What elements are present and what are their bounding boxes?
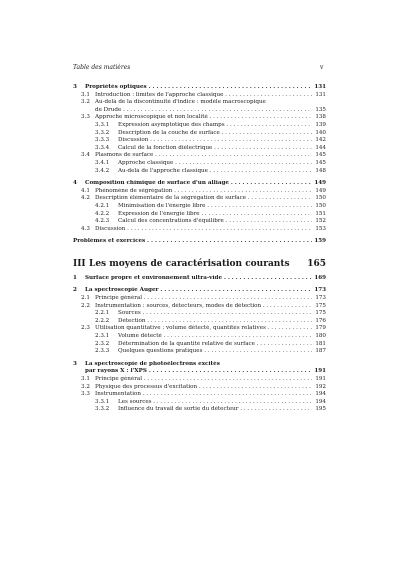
- toc-entry-title: Utilisation quantitative : volume détecté, quantités relatives . . .: [95, 325, 312, 333]
- toc-entry-page: 131: [315, 91, 326, 98]
- toc-entry: [73, 391, 326, 399]
- toc-entry-number: 2.2.2: [95, 317, 110, 324]
- toc-entry-title: Sources . . .: [118, 310, 312, 318]
- toc-entry: [73, 160, 326, 168]
- toc-entry-page: 181: [315, 340, 326, 347]
- toc-entry-number: 3.2: [81, 99, 90, 106]
- toc-entry-number: 3.2: [81, 383, 90, 390]
- toc-entry-number: 4.2: [81, 195, 90, 202]
- toc-entry-number: 2.2.1: [95, 310, 110, 317]
- toc-entry-page: 173: [315, 295, 326, 302]
- toc-entry-title: La spectroscopie Auger . . .: [85, 287, 312, 295]
- toc-chapter-entry: [73, 84, 326, 92]
- table-of-contents: [73, 84, 326, 414]
- toc-entry-number: 3: [73, 84, 77, 90]
- toc-entry-title: Discussion . . .: [118, 137, 312, 145]
- toc-entry: [73, 303, 326, 311]
- toc-entry-title: Description élémentaire de la ségrégation de surface . . .: [95, 195, 312, 203]
- toc-entry-title: Détection . . .: [118, 318, 312, 326]
- toc-entry-page: 148: [315, 167, 326, 174]
- toc-entry-number: 2.3.3: [95, 348, 110, 355]
- toc-entry: [73, 211, 326, 219]
- toc-entry-number: 2.3.2: [95, 340, 110, 347]
- toc-entry-title: Au-delà de la discontinuité d'indice : modèle macroscopique: [95, 99, 266, 106]
- toc-entry-page: 149: [314, 180, 326, 187]
- toc-entry: [73, 152, 326, 160]
- toc-entry-number: III: [73, 258, 86, 269]
- toc-entry: [73, 137, 326, 145]
- toc-entry-page: 145: [315, 152, 326, 159]
- toc-entry: [73, 238, 326, 246]
- toc-entry: [73, 226, 326, 234]
- toc-entry-page: 149: [315, 187, 326, 194]
- toc-entry-title: Expression de l'énergie libre . . .: [118, 211, 312, 219]
- toc-entry-number: 3.3: [81, 391, 90, 398]
- page-number: v: [320, 64, 324, 71]
- toc-entry: [73, 406, 326, 414]
- toc-entry-title: par rayons X : l'XPS . . .: [85, 368, 312, 376]
- toc-entry: [73, 130, 326, 138]
- toc-entry-number: 2.3: [81, 325, 90, 332]
- toc-entry-page: 165: [307, 258, 326, 269]
- toc-entry: [73, 376, 326, 384]
- toc-entry: [73, 399, 326, 407]
- toc-entry-page: 175: [315, 310, 326, 317]
- toc-entry-number: 4.1: [81, 187, 90, 194]
- toc-entry: [73, 341, 326, 349]
- toc-entry-page: 153: [315, 225, 326, 232]
- toc-entry-title: Instrumentation : sources, détecteurs, modes de détection . . .: [95, 303, 312, 311]
- toc-entry-page: 135: [315, 106, 326, 113]
- toc-entry-title: Propriétés optiques . . .: [85, 84, 312, 92]
- toc-entry-number: 4.3: [81, 225, 90, 232]
- toc-entry-number: 3: [73, 360, 77, 367]
- toc-entry-number: 3.4.1: [95, 159, 110, 166]
- toc-entry: [73, 203, 326, 211]
- toc-entry-page: 194: [315, 398, 326, 405]
- toc-entry: [73, 92, 326, 100]
- toc-entry-title: Instrumentation . . .: [95, 391, 312, 399]
- toc-chapter-entry: [73, 275, 326, 283]
- toc-entry-page: 180: [315, 333, 326, 340]
- toc-entry-title: Surface propre et environnement ultra-vide . . .: [85, 275, 312, 283]
- toc-entry-page: 140: [315, 129, 326, 136]
- toc-entry-title: Discussion . . .: [95, 226, 312, 234]
- toc-entry-page: 145: [315, 159, 326, 166]
- toc-entry: [73, 145, 326, 153]
- toc-entry-number: 4.2.3: [95, 218, 110, 225]
- toc-entry: [73, 195, 326, 203]
- toc-entry-title: Physique des processus d'excitation . . .: [95, 384, 312, 392]
- toc-entry-title: Les moyens de caractérisation courants: [89, 258, 290, 269]
- toc-entry-title: Minimisation de l'énergie libre . . .: [118, 203, 312, 211]
- toc-chapter-entry: [73, 361, 326, 369]
- toc-entry-page: 138: [315, 114, 326, 121]
- toc-entry-page: 176: [315, 317, 326, 324]
- toc-entry-page: 144: [315, 144, 326, 151]
- toc-entry-title: Approche microscopique et non localité . . .: [95, 114, 312, 122]
- toc-entry-title: Principe général . . .: [95, 376, 312, 384]
- toc-entry-number: 3.3.4: [95, 144, 110, 151]
- toc-entry-title: Au-delà de l'approche classique . . .: [118, 168, 312, 176]
- toc-entry: [73, 107, 326, 115]
- toc-entry-page: 159: [314, 238, 326, 245]
- toc-entry-number: 2.3.1: [95, 333, 110, 340]
- toc-entry: [73, 333, 326, 341]
- toc-entry-page: 179: [315, 325, 326, 332]
- toc-entry-number: 3.3.1: [95, 398, 110, 405]
- toc-entry-title: Approche classique . . .: [118, 160, 312, 168]
- toc-entry-title: Plasmons de surface . . .: [95, 152, 312, 160]
- toc-entry-title: Description de la couche de surface . . .: [118, 130, 312, 138]
- toc-entry: [73, 99, 326, 107]
- toc-entry-title: Phénomène de ségrégation . . .: [95, 188, 312, 196]
- toc-entry-number: 3.1: [81, 376, 90, 382]
- toc-chapter-entry: [73, 180, 326, 188]
- toc-entry-title: Quelques questions pratiques . . .: [118, 348, 312, 356]
- toc-entry-page: 131: [314, 84, 326, 90]
- toc-entry-number: 3.4.2: [95, 167, 110, 174]
- toc-entry-page: 142: [315, 137, 326, 144]
- toc-entry: [73, 168, 326, 176]
- toc-entry-title: Influence du travail de sortie du détecteur . . .: [118, 406, 312, 414]
- toc-entry-number: 3.3.2: [95, 129, 110, 136]
- toc-entry-page: 192: [315, 383, 326, 390]
- toc-entry-title: Calcul des concentrations d'équilibre . . .: [118, 218, 312, 226]
- toc-entry-title: Les sources . . .: [118, 399, 312, 407]
- toc-entry: [73, 218, 326, 226]
- toc-part-heading: [73, 258, 326, 270]
- toc-entry-page: 150: [315, 202, 326, 209]
- toc-entry-page: 194: [315, 391, 326, 398]
- toc-entry-number: 3.3.3: [95, 137, 110, 144]
- toc-entry-title: Problèmes et exercices . . .: [73, 238, 312, 246]
- toc-entry-page: 187: [315, 348, 326, 355]
- toc-entry-page: 169: [314, 274, 326, 281]
- toc-entry-title: La spectroscopie de photoélectrons excités: [85, 360, 220, 367]
- toc-entry-number: 2: [73, 287, 77, 294]
- toc-entry-number: 3.4: [81, 152, 90, 159]
- toc-entry-page: 195: [315, 406, 326, 413]
- toc-entry-number: 2.1: [81, 295, 90, 302]
- toc-entry-title: Introduction : limites de l'approche classique . . .: [95, 92, 312, 100]
- running-header-title: Table des matières: [73, 64, 131, 71]
- toc-chapter-entry: [73, 368, 326, 376]
- toc-entry-number: 3.1: [81, 91, 90, 98]
- toc-entry-number: 3.3.1: [95, 121, 110, 128]
- toc-entry: [73, 122, 326, 130]
- toc-entry: [73, 188, 326, 196]
- toc-entry-title: Calcul de la fonction diélectrique . . .: [118, 145, 312, 153]
- toc-entry: [73, 325, 326, 333]
- toc-entry-page: 175: [315, 302, 326, 309]
- toc-entry-title: Détermination de la quantité relative de surface . . .: [118, 341, 312, 349]
- toc-chapter-entry: [73, 287, 326, 295]
- toc-entry: [73, 310, 326, 318]
- toc-entry-page: 152: [315, 218, 326, 225]
- toc-entry-page: 191: [314, 368, 326, 375]
- toc-entry-number: 3.3: [81, 114, 90, 121]
- toc-entry: [73, 114, 326, 122]
- toc-entry-page: 150: [315, 195, 326, 202]
- toc-entry-page: 151: [315, 210, 326, 217]
- toc-entry-number: 4.2.1: [95, 202, 110, 209]
- toc-entry-number: 4.2.2: [95, 210, 110, 217]
- toc-entry-title: Principe général . . .: [95, 295, 312, 303]
- toc-entry-number: 2.2: [81, 302, 90, 309]
- toc-entry-page: 173: [314, 287, 326, 294]
- toc-entry: [73, 295, 326, 303]
- toc-entry-title: de Drude . . .: [95, 107, 312, 115]
- toc-entry-title: Volume détecté . . .: [118, 333, 312, 341]
- toc-entry: [73, 348, 326, 356]
- toc-entry: [73, 384, 326, 392]
- toc-entry-title: Composition chimique de surface d'un alliage . . .: [85, 180, 312, 188]
- toc-entry-page: 191: [315, 376, 326, 382]
- toc-entry-number: 3.3.2: [95, 406, 110, 413]
- toc-entry: [73, 318, 326, 326]
- toc-entry-page: 139: [315, 121, 326, 128]
- toc-entry-number: 4: [73, 180, 77, 187]
- toc-entry-title: Expression asymptotique des champs . . .: [118, 122, 312, 130]
- toc-entry-number: 1: [73, 274, 77, 281]
